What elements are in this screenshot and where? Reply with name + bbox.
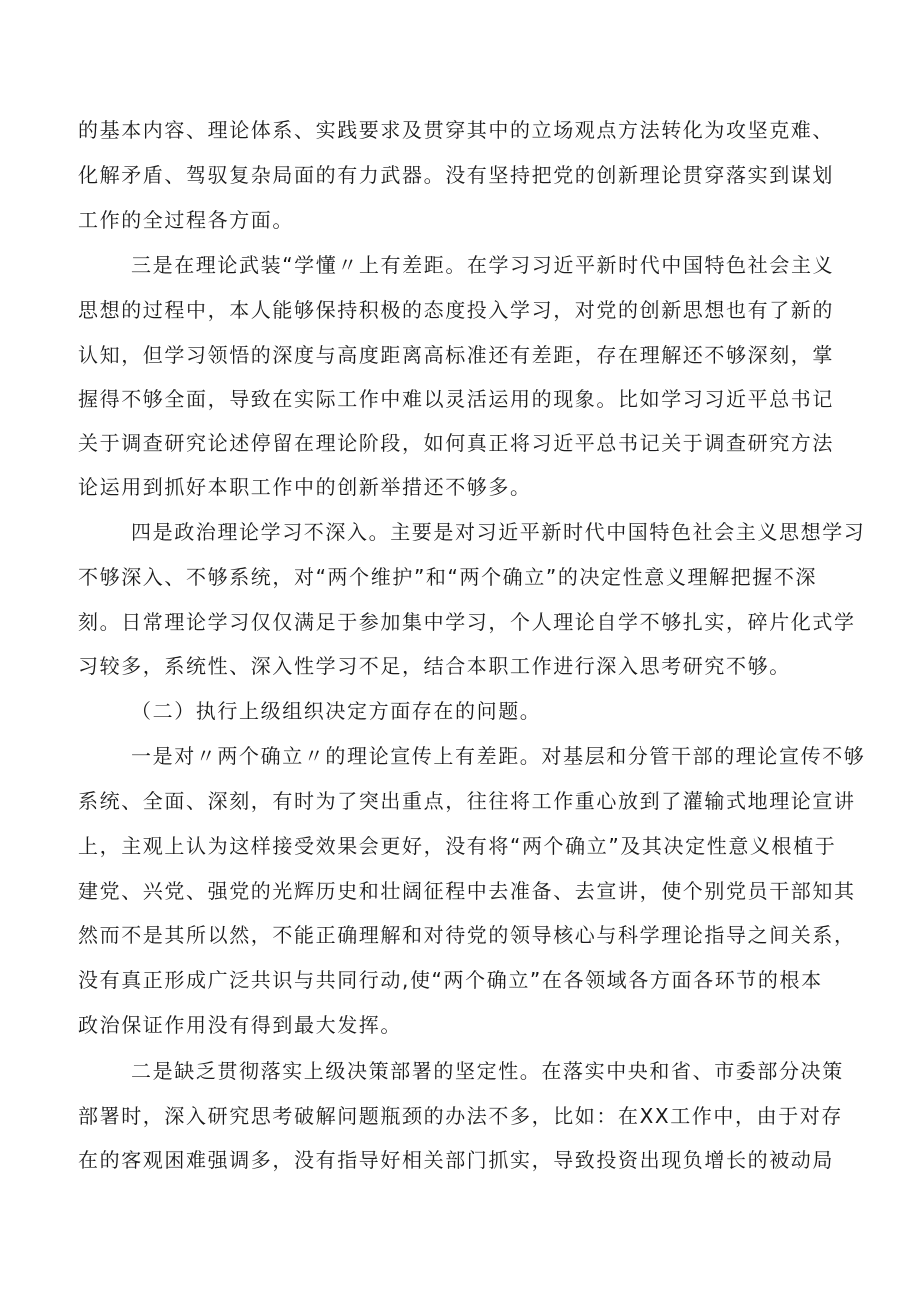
- text-line: 二是缺乏贯彻落实上级决策部署的坚定性。在落实中央和省、市委部分决策: [131, 1059, 844, 1083]
- text-line: 化解矛盾、驾驭复杂局面的有力武器。没有坚持把党的创新理论贯穿落实到谋划: [78, 163, 834, 187]
- text-line: 上，主观上认为这样接受效果会更好，没有将“两个确立”及其决定性意义根植于: [78, 834, 837, 858]
- text-line: 部署时，深入研究思考破解问题瓶颈的办法不多，比如：在XX工作中，由于对存: [78, 1104, 844, 1128]
- text-line: 然而不是其所以然，不能正确理解和对待党的领导核心与科学理论指导之间关系，: [78, 923, 856, 947]
- text-line: 三是在理论武装“学懂〃上有差距。在学习习近平新时代中国特色社会主义: [131, 253, 835, 277]
- text-line: 系统、全面、深刻，有时为了突出重点，往往将工作重心放到了灌输式地理论宣讲: [78, 789, 856, 813]
- text-line: 的基本内容、理论体系、实践要求及贯穿其中的立场观点方法转化为攻坚克难、: [78, 118, 834, 142]
- text-line: 刻。日常理论学习仅仅满足于参加集中学习，个人理论自学不够扎实，碎片化式学: [78, 610, 856, 634]
- text-line: 没有真正形成广泛共识与共同行动,使“两个确立”在各领域各方面各环节的根本: [78, 968, 823, 992]
- text-line: 建党、兴党、强党的光辉历史和壮阔征程中去准备、去宣讲，使个别党员干部知其: [78, 879, 856, 903]
- text-line: 握得不够全面，导致在实际工作中难以灵活运用的现象。比如学习习近平总书记: [78, 387, 834, 411]
- section-heading: （二）执行上级组织决定方面存在的问题。: [131, 699, 542, 723]
- text-line: 认知，但学习领悟的深度与高度距离高标准还有差距，存在理解还不够深刻，掌: [78, 343, 834, 367]
- text-line: 在的客观困难强调多，没有指导好相关部门抓实，导致投资出现负增长的被动局: [78, 1148, 834, 1172]
- text-line: 不够深入、不够系统，对“两个维护”和“两个确立”的决定性意义理解把握不深: [78, 565, 818, 589]
- text-line: 工作的全过程各方面。: [78, 208, 294, 232]
- text-line: 政治保证作用没有得到最大发挥。: [78, 1013, 402, 1037]
- text-line: 思想的过程中，本人能够保持积极的态度投入学习，对党的创新思想也有了新的: [78, 298, 834, 322]
- text-line: 习较多，系统性、深入性学习不足，结合本职工作进行深入思考研究不够。: [78, 654, 791, 678]
- text-line: 关于调查研究论述停留在理论阶段，如何真正将习近平总书记关于调查研究方法: [78, 431, 834, 455]
- text-line: 论运用到抓好本职工作中的创新举措还不够多。: [78, 475, 532, 499]
- text-line: 四是政治理论学习不深入。主要是对习近平新时代中国特色社会主义思想学习: [131, 520, 866, 544]
- text-line: 一是对〃两个确立〃的理论宣传上有差距。对基层和分管干部的理论宣传不够: [131, 744, 866, 768]
